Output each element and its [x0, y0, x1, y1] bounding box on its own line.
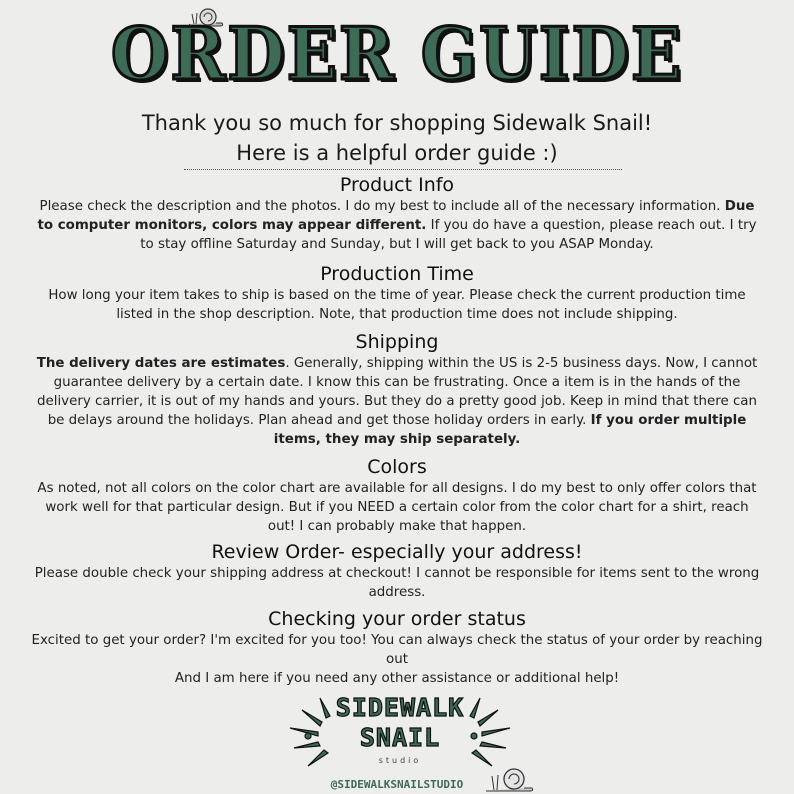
section-body: And I am here if you need any other assistance or additional help! — [174, 671, 620, 686]
body-text: Please check the description and the photos. I do my best to include all of the necessary information. — [39, 199, 725, 214]
section-body: Excited to get your order? I'm excited for you too! You can always check the status of your order by reaching out — [31, 633, 763, 667]
section-heading: Shipping — [355, 331, 439, 353]
page-title: ORDER GUIDE — [110, 11, 684, 96]
section-body: How long your item takes to ship is based on the time of year. Please check the current production time listed in the shop description. Note, that production time does not include shipping. — [48, 288, 746, 322]
section-heading: Review Order- especially your address! — [211, 541, 583, 563]
body-text: . Generally, shipping within the US is 2-5 business days. Now, I cannot guarantee delivery by a certain date. I know this can be frustrating. Once a item is in the hands of the delivery carrier, it is out of my hands and yours. But they do a pretty good job. Keep in mind that there can be delays around the holidays. Plan ahead and get those holiday orders in early. — [36, 356, 758, 428]
social-handle: @SIDEWALKSNAILSTUDIO — [330, 778, 464, 791]
section-review-order — [30, 540, 764, 602]
section-body — [30, 354, 764, 449]
logo-line-3: studio — [378, 756, 422, 765]
section-body — [30, 197, 764, 254]
title-container — [0, 11, 794, 96]
section-order-status — [30, 607, 764, 688]
section-heading: Production Time — [320, 263, 474, 285]
snail-icon — [484, 764, 536, 794]
body-text: If you do have a question, please reach out. I try to stay offline Saturday and Sunday, but I will get back to you ASAP Monday. — [140, 218, 757, 252]
divider — [184, 169, 622, 170]
section-body: Please double check your shipping address at checkout! I cannot be responsible for items sent to the wrong address. — [34, 566, 760, 600]
section-heading: Product Info — [339, 174, 455, 196]
intro-guide: Here is a helpful order guide :) — [236, 141, 558, 165]
body-bold: Due to computer monitors, colors may appear different. — [37, 199, 755, 233]
logo-line-2: SNAIL — [359, 723, 441, 752]
body-bold: If you order multiple items, they may ship separately. — [273, 413, 747, 447]
section-colors — [30, 455, 764, 536]
section-production-time — [30, 262, 764, 324]
section-heading: Colors — [367, 456, 427, 478]
section-body: As noted, not all colors on the color chart are available for all designs. I do my best to only offer colors that work well for that particular design. But if you NEED a certain color from the color chart for a shirt, reach out! I can probably make that happen. — [37, 481, 757, 534]
section-shipping — [30, 330, 764, 449]
section-product-info — [30, 173, 764, 254]
body-bold: The delivery dates are estimates — [36, 356, 286, 371]
logo-line-1: SIDEWALK — [335, 693, 465, 722]
intro-thanks: Thank you so much for shopping Sidewalk Snail! — [141, 111, 653, 135]
section-heading: Checking your order status — [268, 608, 526, 630]
